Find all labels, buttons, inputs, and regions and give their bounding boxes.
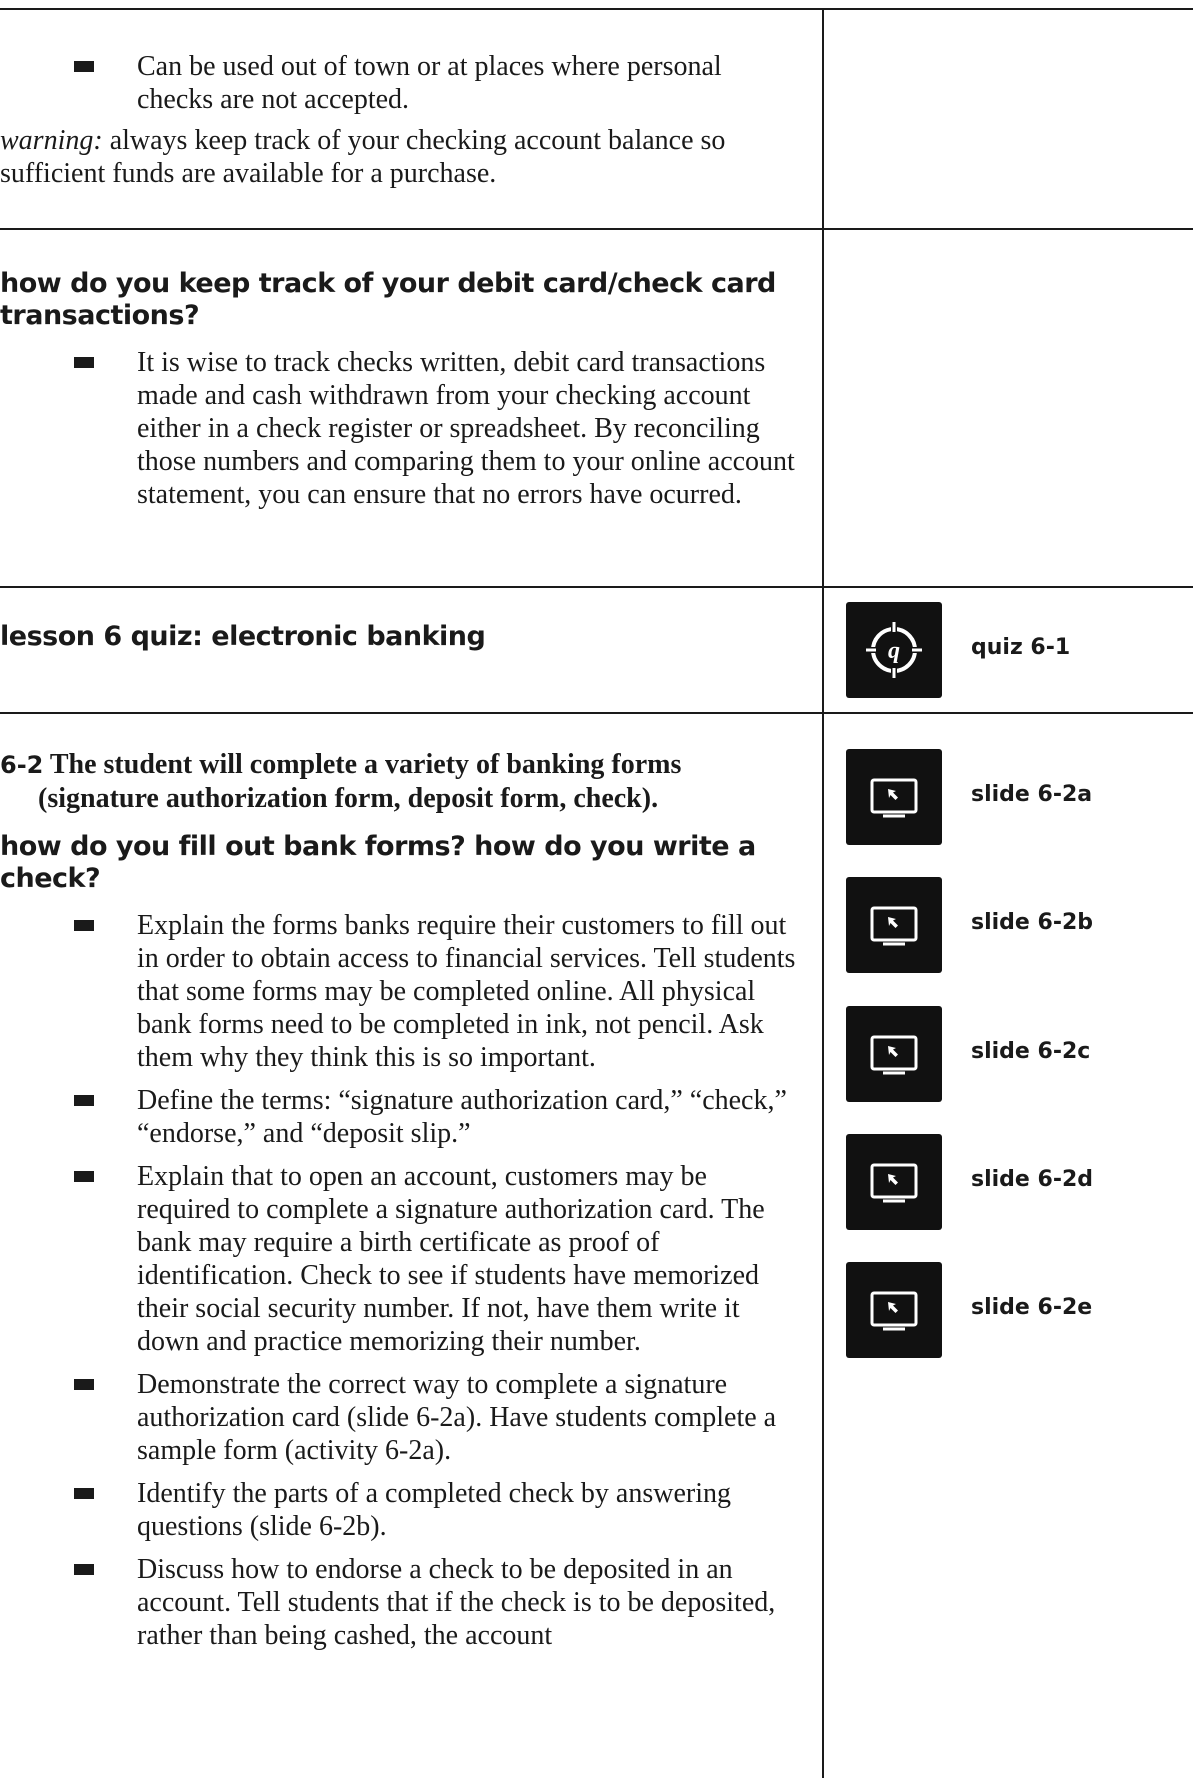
slide-label: slide 6-2c: [971, 1039, 1091, 1064]
slide-label: slide 6-2e: [971, 1295, 1093, 1320]
section-track-transactions: [0, 268, 800, 521]
section-quiz: [0, 621, 800, 653]
slide-monitor-icon: [846, 1134, 942, 1230]
section-heading: lesson 6 quiz: electronic banking: [0, 621, 486, 652]
warning-label: warning:: [0, 125, 103, 156]
quiz-resource[interactable]: [846, 602, 1176, 698]
slide-resource-6-2d[interactable]: [846, 1134, 1176, 1230]
slide-monitor-icon: [846, 1262, 942, 1358]
slide-resource-6-2a[interactable]: [846, 749, 1176, 845]
objective-number: 6-2: [0, 751, 44, 779]
bullet-list: [0, 346, 800, 511]
section-divider-3: [0, 712, 1193, 714]
bullet-list: [0, 909, 800, 1652]
list-item: Discuss how to endorse a check to be deposited in an account. Tell students that if the check is to be deposited, rather than being cashed, the account: [0, 1553, 800, 1652]
list-item: Explain the forms banks require their customers to fill out in order to obtain access to financial services. Tell students that some forms may be completed online. All physical bank forms need to be completed in ink, not pencil. Ask them why they think this is so important.: [0, 909, 800, 1074]
slide-monitor-icon: [846, 749, 942, 845]
section-heading: how do you keep track of your debit card/check card transactions?: [0, 268, 776, 331]
objective-text: The student will complete a variety of banking forms (signature authorization form, deposit form, check).: [38, 749, 682, 814]
slide-resource-6-2b[interactable]: [846, 877, 1176, 973]
warning-note: [0, 124, 800, 190]
slide-label: slide 6-2a: [971, 782, 1093, 807]
section-heading: how do you fill out bank forms? how do you write a check?: [0, 831, 756, 894]
top-rule: [0, 8, 1193, 10]
list-item: Define the terms: “signature authorization card,” “check,” “endorse,” and “deposit slip.”: [0, 1084, 800, 1150]
objective-statement: [0, 748, 800, 815]
slide-label: slide 6-2b: [971, 910, 1093, 935]
slide-resource-6-2c[interactable]: [846, 1006, 1176, 1102]
section-divider-1: [0, 228, 1193, 230]
slide-resource-6-2e[interactable]: [846, 1262, 1176, 1358]
bullet-list: [0, 50, 800, 116]
quiz-label: quiz 6-1: [971, 635, 1071, 660]
section-card-uses: [0, 50, 800, 190]
list-item: Explain that to open an account, customers may be required to complete a signature authorization card. The bank may require a birth certificate as proof of identification. Check to see if students have memorized their social security number. If not, have them write it down and practice memorizing their number.: [0, 1160, 800, 1358]
quiz-q-icon: [846, 602, 942, 698]
column-divider: [822, 8, 824, 1778]
list-item: Can be used out of town or at places where personal checks are not accepted.: [0, 50, 800, 116]
list-item: Demonstrate the correct way to complete a signature authorization card (slide 6-2a). Have students complete a sample form (activity 6-2a).: [0, 1368, 800, 1467]
svg-text:q: q: [888, 638, 900, 664]
slide-label: slide 6-2d: [971, 1167, 1093, 1192]
section-divider-2: [0, 586, 1193, 588]
section-bank-forms: [0, 748, 800, 1662]
list-item: Identify the parts of a completed check by answering questions (slide 6-2b).: [0, 1477, 800, 1543]
slide-monitor-icon: [846, 877, 942, 973]
list-item: It is wise to track checks written, debit card transactions made and cash withdrawn from your checking account either in a check register or spreadsheet. By reconciling those numbers and comparing them to your online account statement, you can ensure that no errors have ocurred.: [0, 346, 800, 511]
slide-monitor-icon: [846, 1006, 942, 1102]
warning-text: always keep track of your checking account balance so sufficient funds are available for a purchase.: [0, 125, 726, 189]
